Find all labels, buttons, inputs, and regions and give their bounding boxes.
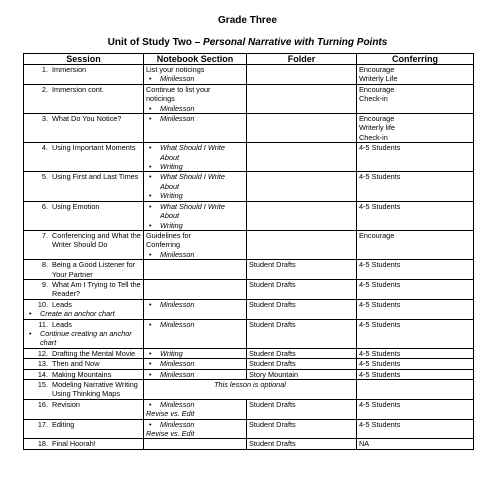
notebook-bullet: • Minilesson: [146, 320, 244, 329]
folder-cell: [247, 143, 357, 172]
conferring-cell: [357, 369, 474, 379]
folder-cell: Student Drafts: [247, 260, 357, 280]
table-row: [24, 201, 474, 230]
table-row: [24, 230, 474, 259]
folder-cell: [247, 65, 357, 85]
folder-cell: Student Drafts: [247, 279, 357, 299]
session-number: 16.: [37, 399, 48, 409]
session-bullet: • Continue creating an anchor chart: [26, 329, 141, 348]
session-cell: [24, 143, 144, 172]
folder-cell: Story Mountain: [247, 369, 357, 379]
column-header-folder: Folder: [247, 54, 357, 65]
conferring-text: 4-5 Students: [359, 399, 401, 409]
conferring-text: 4-5 Students: [359, 201, 401, 211]
session-name: What Do You Notice?: [52, 114, 122, 124]
conferring-cell: [357, 201, 474, 230]
conferring-text: 4-5 Students: [359, 143, 401, 153]
conferring-text: Writerly Life: [359, 74, 398, 84]
folder-cell: [247, 230, 357, 259]
conferring-text: 4-5 Students: [359, 260, 401, 270]
session-cell: [24, 260, 144, 280]
session-cell: [24, 319, 144, 348]
unit-title: Personal Narrative with Turning Points: [203, 37, 388, 48]
conferring-text: Check-in: [359, 94, 388, 104]
conferring-cell: [357, 348, 474, 358]
session-number: 7.: [41, 230, 48, 240]
conferring-cell: [357, 419, 474, 439]
notebook-cell: [144, 399, 247, 419]
session-name: Making Mountains: [52, 369, 112, 379]
notebook-note: Revise vs. Edit: [146, 429, 195, 439]
session-name: Final Hoorah!: [52, 439, 96, 449]
notebook-cell: [144, 369, 247, 379]
conferring-text: 4-5 Students: [359, 319, 401, 329]
folder-cell: Student Drafts: [247, 359, 357, 369]
notebook-cell: [144, 84, 247, 113]
conferring-text: 4-5 Students: [359, 359, 401, 369]
session-name: Leads: [52, 319, 72, 329]
conferring-cell: [357, 84, 474, 113]
session-cell: [24, 399, 144, 419]
session-name: Revision: [52, 399, 80, 409]
session-cell: [24, 230, 144, 259]
notebook-text: Conferring: [146, 240, 181, 250]
conferring-cell: [357, 279, 474, 299]
session-name: Immersion: [52, 65, 87, 74]
conferring-cell: [357, 260, 474, 280]
notebook-bullet: • Minilesson: [146, 300, 244, 309]
conferring-text: 4-5 Students: [359, 279, 401, 289]
notebook-text: noticings: [146, 94, 175, 104]
folder-cell: [247, 201, 357, 230]
conferring-text: 4-5 Students: [359, 419, 401, 429]
table-row: [24, 65, 474, 85]
session-name: Being a Good Listener for Your Partner: [52, 260, 136, 279]
conferring-cell: [357, 380, 474, 400]
table-row: [24, 319, 474, 348]
notebook-cell: [144, 230, 247, 259]
session-name: Drafting the Mental Movie: [52, 348, 136, 358]
session-name: Conferencing and What the Writer Should Do: [52, 230, 141, 250]
session-name: Leads: [52, 299, 72, 309]
session-number: 4.: [41, 143, 48, 153]
notebook-bullet: • Writing: [146, 349, 244, 358]
notebook-cell: [144, 359, 247, 369]
conferring-text: Writerly life: [359, 123, 395, 133]
notebook-bullet: • Writing: [146, 221, 244, 230]
session-number: 11.: [38, 319, 48, 329]
conferring-cell: [357, 143, 474, 172]
notebook-bullet: • Minilesson: [146, 400, 244, 409]
unit-schedule-table: [23, 53, 474, 450]
table-row: [24, 114, 474, 143]
folder-cell: Student Drafts: [247, 299, 357, 319]
session-cell: [24, 114, 144, 143]
session-cell: [24, 65, 144, 85]
notebook-bullet: • What Should I Write About: [146, 143, 244, 162]
notebook-bullet: • Minilesson: [146, 74, 244, 83]
session-cell: [24, 359, 144, 369]
session-name: Modeling Narrative Writing Using Thinking Maps: [52, 380, 138, 399]
optional-lesson-note: This lesson is optional: [144, 380, 357, 400]
session-cell: [24, 419, 144, 439]
conferring-cell: [357, 439, 474, 449]
notebook-cell: [144, 260, 247, 280]
session-cell: [24, 279, 144, 299]
conferring-cell: [357, 399, 474, 419]
conferring-cell: [357, 359, 474, 369]
notebook-cell: [144, 299, 247, 319]
session-number: 15.: [37, 380, 48, 389]
column-header-notebook: Notebook Section: [144, 54, 247, 65]
table-body: [24, 65, 474, 450]
conferring-text: Encourage: [359, 84, 395, 94]
notebook-cell: [144, 439, 247, 449]
session-name: Using Important Moments: [52, 143, 136, 153]
session-bullet: • Create an anchor chart: [26, 309, 141, 318]
document-title: Grade Three: [218, 15, 277, 26]
conferring-cell: [357, 65, 474, 85]
notebook-cell: [144, 348, 247, 358]
folder-cell: [247, 84, 357, 113]
session-cell: [24, 439, 144, 449]
notebook-cell: [144, 279, 247, 299]
table-row: [24, 172, 474, 201]
folder-cell: Student Drafts: [247, 319, 357, 348]
notebook-note: Revise vs. Edit: [146, 409, 195, 419]
table-row: [24, 419, 474, 439]
notebook-bullet: • Minilesson: [146, 359, 244, 368]
session-number: 3.: [41, 114, 48, 124]
session-cell: [24, 369, 144, 379]
notebook-bullet: • Minilesson: [146, 250, 244, 259]
session-number: 17.: [37, 419, 48, 429]
session-name: Editing: [52, 419, 75, 429]
notebook-bullet: • Minilesson: [146, 420, 244, 429]
session-number: 13.: [37, 359, 48, 369]
conferring-cell: [357, 172, 474, 201]
notebook-bullet: • Writing: [146, 191, 244, 200]
table-row: [24, 84, 474, 113]
notebook-text: Continue to list your: [146, 84, 211, 94]
session-name: Then and Now: [52, 359, 100, 369]
folder-cell: Student Drafts: [247, 419, 357, 439]
session-number: 2.: [41, 84, 48, 94]
notebook-bullet: • Minilesson: [146, 114, 244, 123]
conferring-cell: [357, 319, 474, 348]
conferring-cell: [357, 299, 474, 319]
conferring-text: Encourage: [359, 230, 395, 240]
session-cell: [24, 299, 144, 319]
column-header-conferring: Conferring: [357, 54, 474, 65]
notebook-bullet: • What Should I Write About: [146, 202, 244, 221]
table-row: [24, 369, 474, 379]
notebook-text: List your noticings: [146, 65, 205, 74]
conferring-cell: [357, 230, 474, 259]
conferring-text: 4-5 Students: [359, 172, 401, 182]
folder-cell: Student Drafts: [247, 399, 357, 419]
session-cell: [24, 201, 144, 230]
conferring-text: 4-5 Students: [359, 369, 401, 379]
session-cell: [24, 348, 144, 358]
notebook-text: Guidelines for: [146, 230, 192, 240]
folder-cell: [247, 172, 357, 201]
table-row: [24, 279, 474, 299]
table-row: [24, 359, 474, 369]
unit-prefix: Unit of Study Two –: [107, 37, 204, 48]
conferring-text: Encourage: [359, 65, 395, 74]
conferring-text: Encourage: [359, 114, 395, 124]
session-number: 18.: [37, 439, 48, 449]
session-cell: [24, 172, 144, 201]
session-number: 8.: [41, 260, 48, 270]
column-header-session: Session: [24, 54, 144, 65]
folder-cell: [247, 114, 357, 143]
table-row: [24, 399, 474, 419]
table-row: [24, 439, 474, 449]
conferring-text: Check-in: [359, 132, 388, 142]
session-name: Using Emotion: [52, 201, 100, 211]
session-number: 9.: [41, 279, 48, 289]
conferring-text: 4-5 Students: [359, 348, 401, 358]
table-row: [24, 380, 474, 400]
notebook-cell: [144, 319, 247, 348]
unit-subtitle: [0, 37, 495, 49]
notebook-bullet: • Minilesson: [146, 104, 244, 113]
notebook-cell: [144, 114, 247, 143]
session-number: 10.: [37, 299, 48, 309]
table-row: [24, 299, 474, 319]
folder-cell: Student Drafts: [247, 348, 357, 358]
conferring-cell: [357, 114, 474, 143]
session-name: What Am I Trying to Tell the Reader?: [52, 279, 141, 299]
notebook-cell: [144, 143, 247, 172]
notebook-bullet: • Minilesson: [146, 370, 244, 379]
session-number: 14.: [37, 369, 48, 379]
notebook-cell: [144, 172, 247, 201]
conferring-text: NA: [359, 439, 370, 449]
table-header-row: [24, 54, 474, 65]
session-name: Using First and Last Times: [52, 172, 139, 182]
conferring-text: 4-5 Students: [359, 299, 401, 309]
notebook-cell: [144, 65, 247, 85]
session-number: 6.: [41, 201, 48, 211]
session-number: 5.: [41, 172, 48, 182]
notebook-cell: [144, 201, 247, 230]
session-number: 12.: [37, 348, 48, 358]
session-number: 1.: [41, 65, 48, 74]
folder-cell: Student Drafts: [247, 439, 357, 449]
table-row: [24, 348, 474, 358]
table-row: [24, 260, 474, 280]
notebook-bullet: • Writing: [146, 162, 244, 171]
notebook-cell: [144, 419, 247, 439]
session-cell: [24, 380, 144, 400]
notebook-bullet: • What Should I Write About: [146, 172, 244, 191]
session-name: Immersion cont.: [52, 84, 104, 94]
session-cell: [24, 84, 144, 113]
table-row: [24, 143, 474, 172]
